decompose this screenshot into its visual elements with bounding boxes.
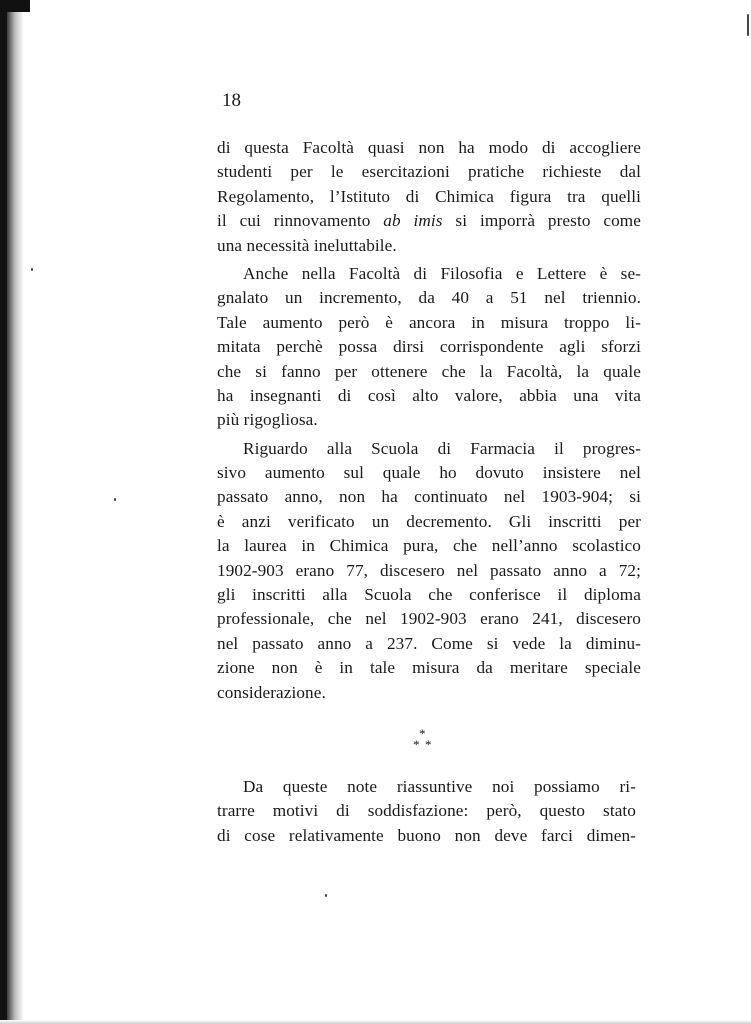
text-line: gnalato un incremento, da 40 a 51 nel triennio. [217, 288, 641, 308]
text-fragment: il cui rinnovamento [217, 211, 384, 231]
text-line: mitata perchè possa dirsi corrispondente agli sforzi [217, 337, 641, 357]
text-line: è anzi verificato un decremento. Gli inscritti per [217, 511, 641, 531]
scan-speck [325, 894, 327, 897]
text-line: Anche nella Facoltà di Filosofia e Lettere è se- [243, 263, 641, 283]
asterism-star: * [419, 726, 426, 741]
text-line [217, 209, 641, 233]
text-line: studenti per le esercitazioni pratiche richieste dal [217, 162, 641, 182]
bottom-page-edge [0, 1020, 751, 1024]
scan-speck [31, 268, 33, 271]
text-line: Tale aumento però è ancora in misura troppo li- [217, 312, 641, 332]
asterism-star: * [425, 737, 432, 752]
text-line: nel passato anno a 237. Come si vede la diminu- [217, 633, 641, 653]
text-line: più rigogliosa. [217, 410, 318, 430]
text-line: ha insegnanti di così alto valore, abbia una vita [217, 385, 641, 405]
italic-phrase: ab imis [383, 211, 443, 231]
scan-speck [114, 498, 116, 501]
text-line: professionale, che nel 1902-903 erano 241, discesero [217, 609, 641, 629]
body-text-continued [217, 775, 636, 848]
text-line: considerazione. [217, 682, 326, 702]
asterism-star: * [413, 737, 420, 752]
page-number: 18 [222, 90, 241, 111]
text-line: Da queste note riassuntive noi possiamo ri- [243, 777, 636, 796]
text-line: una necessità ineluttabile. [217, 235, 397, 255]
text-line: sivo aumento sul quale ho dovuto insistere nel [217, 463, 641, 483]
paragraph [217, 136, 641, 258]
text-line: Regolamento, l’Istituto di Chimica figura tra quelli [217, 186, 641, 206]
paragraph [217, 262, 641, 433]
text-line: che si fanno per ottenere che la Facoltà, la quale [217, 361, 641, 381]
text-fragment: si imporrà presto come [442, 211, 641, 231]
text-line: passato anno, non ha continuato nel 1903-904; si [217, 487, 641, 507]
binding-shadow [0, 0, 7, 1024]
text-line: di questa Facoltà quasi non ha modo di accogliere [217, 138, 641, 157]
text-line: la laurea in Chimica pura, che nell’anno scolastico [217, 536, 641, 556]
text-line: di cose relativamente buono non deve farci dimen- [217, 825, 636, 845]
section-asterism [412, 727, 436, 755]
paragraph [217, 775, 636, 848]
text-line: gli inscritti alla Scuola che conferisce il diploma [217, 585, 641, 605]
text-line: 1902-903 erano 77, discesero nel passato anno a 72; [217, 560, 641, 580]
paragraph [217, 437, 641, 705]
edge-scan-mark [747, 14, 749, 36]
text-line: trarre motivi di soddisfazione: però, questo stato [217, 801, 636, 821]
text-line: zione non è in tale misura da meritare speciale [217, 658, 641, 678]
text-line: Riguardo alla Scuola di Farmacia il progres- [243, 438, 641, 458]
corner-scan-mark [0, 0, 30, 12]
body-text [217, 136, 641, 705]
